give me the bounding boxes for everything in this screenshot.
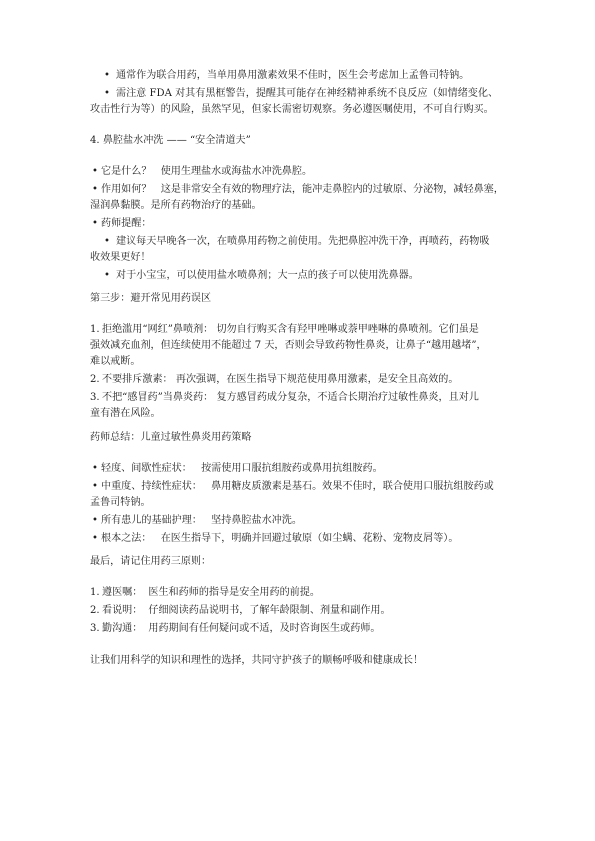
summary-list — [90, 461, 510, 547]
item-text: 用药期间有任何疑问或不适，及时咨询医生或药师。 — [148, 623, 381, 634]
list-item — [90, 216, 510, 232]
list-item — [90, 164, 510, 180]
item-number: 2. — [90, 374, 100, 385]
item-number: 3. — [90, 623, 100, 634]
bullet-icon: • — [92, 515, 98, 526]
bullet-icon: • — [104, 270, 110, 281]
item-text-continued: 强效减充血剂，但连续使用不能超过 7 天，否则会导致药物性鼻炎，让鼻子“越用越堵”， — [90, 340, 487, 351]
closing-paragraph: 让我们用科学的知识和理性的选择，共同守护孩子的顺畅呼吸和健康成长！ — [90, 655, 424, 666]
item-text-continued: 湿润鼻黏膜。是所有药物治疗的基础。 — [90, 200, 262, 211]
item-text: 拒绝滥用“网红”鼻喷剂： 切勿自行购买含有羟甲唑啉或萘甲唑啉的鼻喷剂。它们虽是 — [102, 324, 479, 335]
item-text: 坚持鼻腔盐水冲洗。 — [211, 515, 302, 526]
list-item — [90, 621, 510, 637]
list-item-text: 需注意 FDA 对其有黑框警告，提醒其可能存在神经精神系统不良反应（如情绪变化、 — [116, 88, 499, 99]
item-number: 3. — [90, 392, 100, 403]
item-label: 勤沟通： — [102, 623, 143, 634]
item-text: 建议每天早晚各一次，在喷鼻用药物之前使用。先把鼻腔冲洗干净，再喷药，药物吸 — [116, 236, 490, 247]
list-item — [90, 68, 510, 84]
item-text: 医生和药师的指导是安全用药的前提。 — [148, 587, 320, 598]
item-number: 2. — [90, 605, 100, 616]
item-text-continued: 孟鲁司特钠。 — [90, 497, 151, 508]
item-text: 对于小宝宝，可以使用盐水喷鼻剂；大一点的孩子可以使用洗鼻器。 — [116, 270, 419, 281]
item-text: 不要排斥激素： 再次强调，在医生指导下规范使用鼻用激素，是安全且高效的。 — [102, 374, 459, 385]
summary-heading: 药师总结：儿童过敏性鼻炎用药策略 — [90, 432, 252, 443]
item-label: 所有患儿的基础护理： — [101, 515, 202, 526]
bullet-icon: • — [92, 184, 98, 195]
item-text: 鼻用糖皮质激素是基石。效果不佳时，联合使用口服抗组胺药或 — [211, 481, 494, 492]
bullet-icon: • — [92, 218, 98, 229]
list-item — [90, 461, 510, 477]
item-label: 看说明： — [102, 605, 143, 616]
item-label: 药师提醒： — [101, 218, 152, 229]
item-text-continued: 童有潜在风险。 — [90, 408, 161, 419]
principles-list — [90, 585, 510, 637]
item-label: 中重度、持续性症状： — [101, 481, 202, 492]
step3-list — [90, 322, 510, 422]
item-text: 在医生指导下，明确并回避过敏原（如尘螨、花粉、宠物皮屑等）。 — [160, 533, 459, 544]
item-text: 按需使用口服抗组胺药或鼻用抗组胺药。 — [201, 463, 383, 474]
bullet-icon: • — [104, 236, 110, 247]
bullet-icon: • — [92, 166, 98, 177]
item-number: 1. — [90, 324, 100, 335]
item-label: 它是什么？ — [101, 166, 152, 177]
list-item — [90, 372, 510, 388]
item-text: 不把“感冒药”当鼻炎药： 复方感冒药成分复杂，不适合长期治疗过敏性鼻炎，且对儿 — [102, 392, 479, 403]
bullet-icon: • — [92, 533, 98, 544]
sub-list-item — [90, 234, 510, 250]
saline-heading: 4. 鼻腔盐水冲洗 —— “安全清道夫” — [90, 135, 251, 146]
list-item — [90, 531, 510, 547]
sub-list-item — [90, 268, 510, 284]
step3-heading: 第三步：避开常见用药误区 — [90, 293, 212, 304]
item-label: 根本之法： — [101, 533, 152, 544]
item-text-continued: 收效果更好！ — [90, 252, 151, 263]
item-text-continued: 难以戒断。 — [90, 356, 141, 367]
item-label: 遵医嘱： — [102, 587, 143, 598]
list-item — [90, 322, 510, 338]
item-label: 作用如何？ — [101, 184, 152, 195]
bullet-icon: • — [104, 70, 110, 81]
principles-heading: 最后，请记住用药三原则： — [90, 556, 212, 567]
item-text: 仔细阅读药品说明书，了解年龄限制、剂量和副作用。 — [148, 605, 391, 616]
list-item — [90, 603, 510, 619]
saline-section — [90, 164, 510, 284]
list-item — [90, 585, 510, 601]
list-item — [90, 86, 510, 102]
montelukast-notes — [90, 68, 510, 118]
list-item — [90, 479, 510, 495]
list-item-text: 通常作为联合用药，当单用鼻用激素效果不佳时，医生会考虑加上孟鲁司特钠。 — [116, 70, 470, 81]
list-item — [90, 182, 510, 198]
list-item-text-continued: 攻击性行为等）的风险，虽然罕见，但家长需密切观察。务必遵医嘱使用，不可自行购买。 — [90, 104, 494, 115]
bullet-icon: • — [92, 481, 98, 492]
bullet-icon: • — [104, 88, 110, 99]
item-text: 这是非常安全有效的物理疗法，能冲走鼻腔内的过敏原、分泌物，减轻鼻塞， — [160, 184, 504, 195]
list-item — [90, 390, 510, 406]
item-text: 使用生理盐水或海盐水冲洗鼻腔。 — [160, 166, 313, 177]
item-label: 轻度、间歇性症状： — [101, 463, 192, 474]
item-number: 1. — [90, 587, 100, 598]
list-item — [90, 513, 510, 529]
bullet-icon: • — [92, 463, 98, 474]
